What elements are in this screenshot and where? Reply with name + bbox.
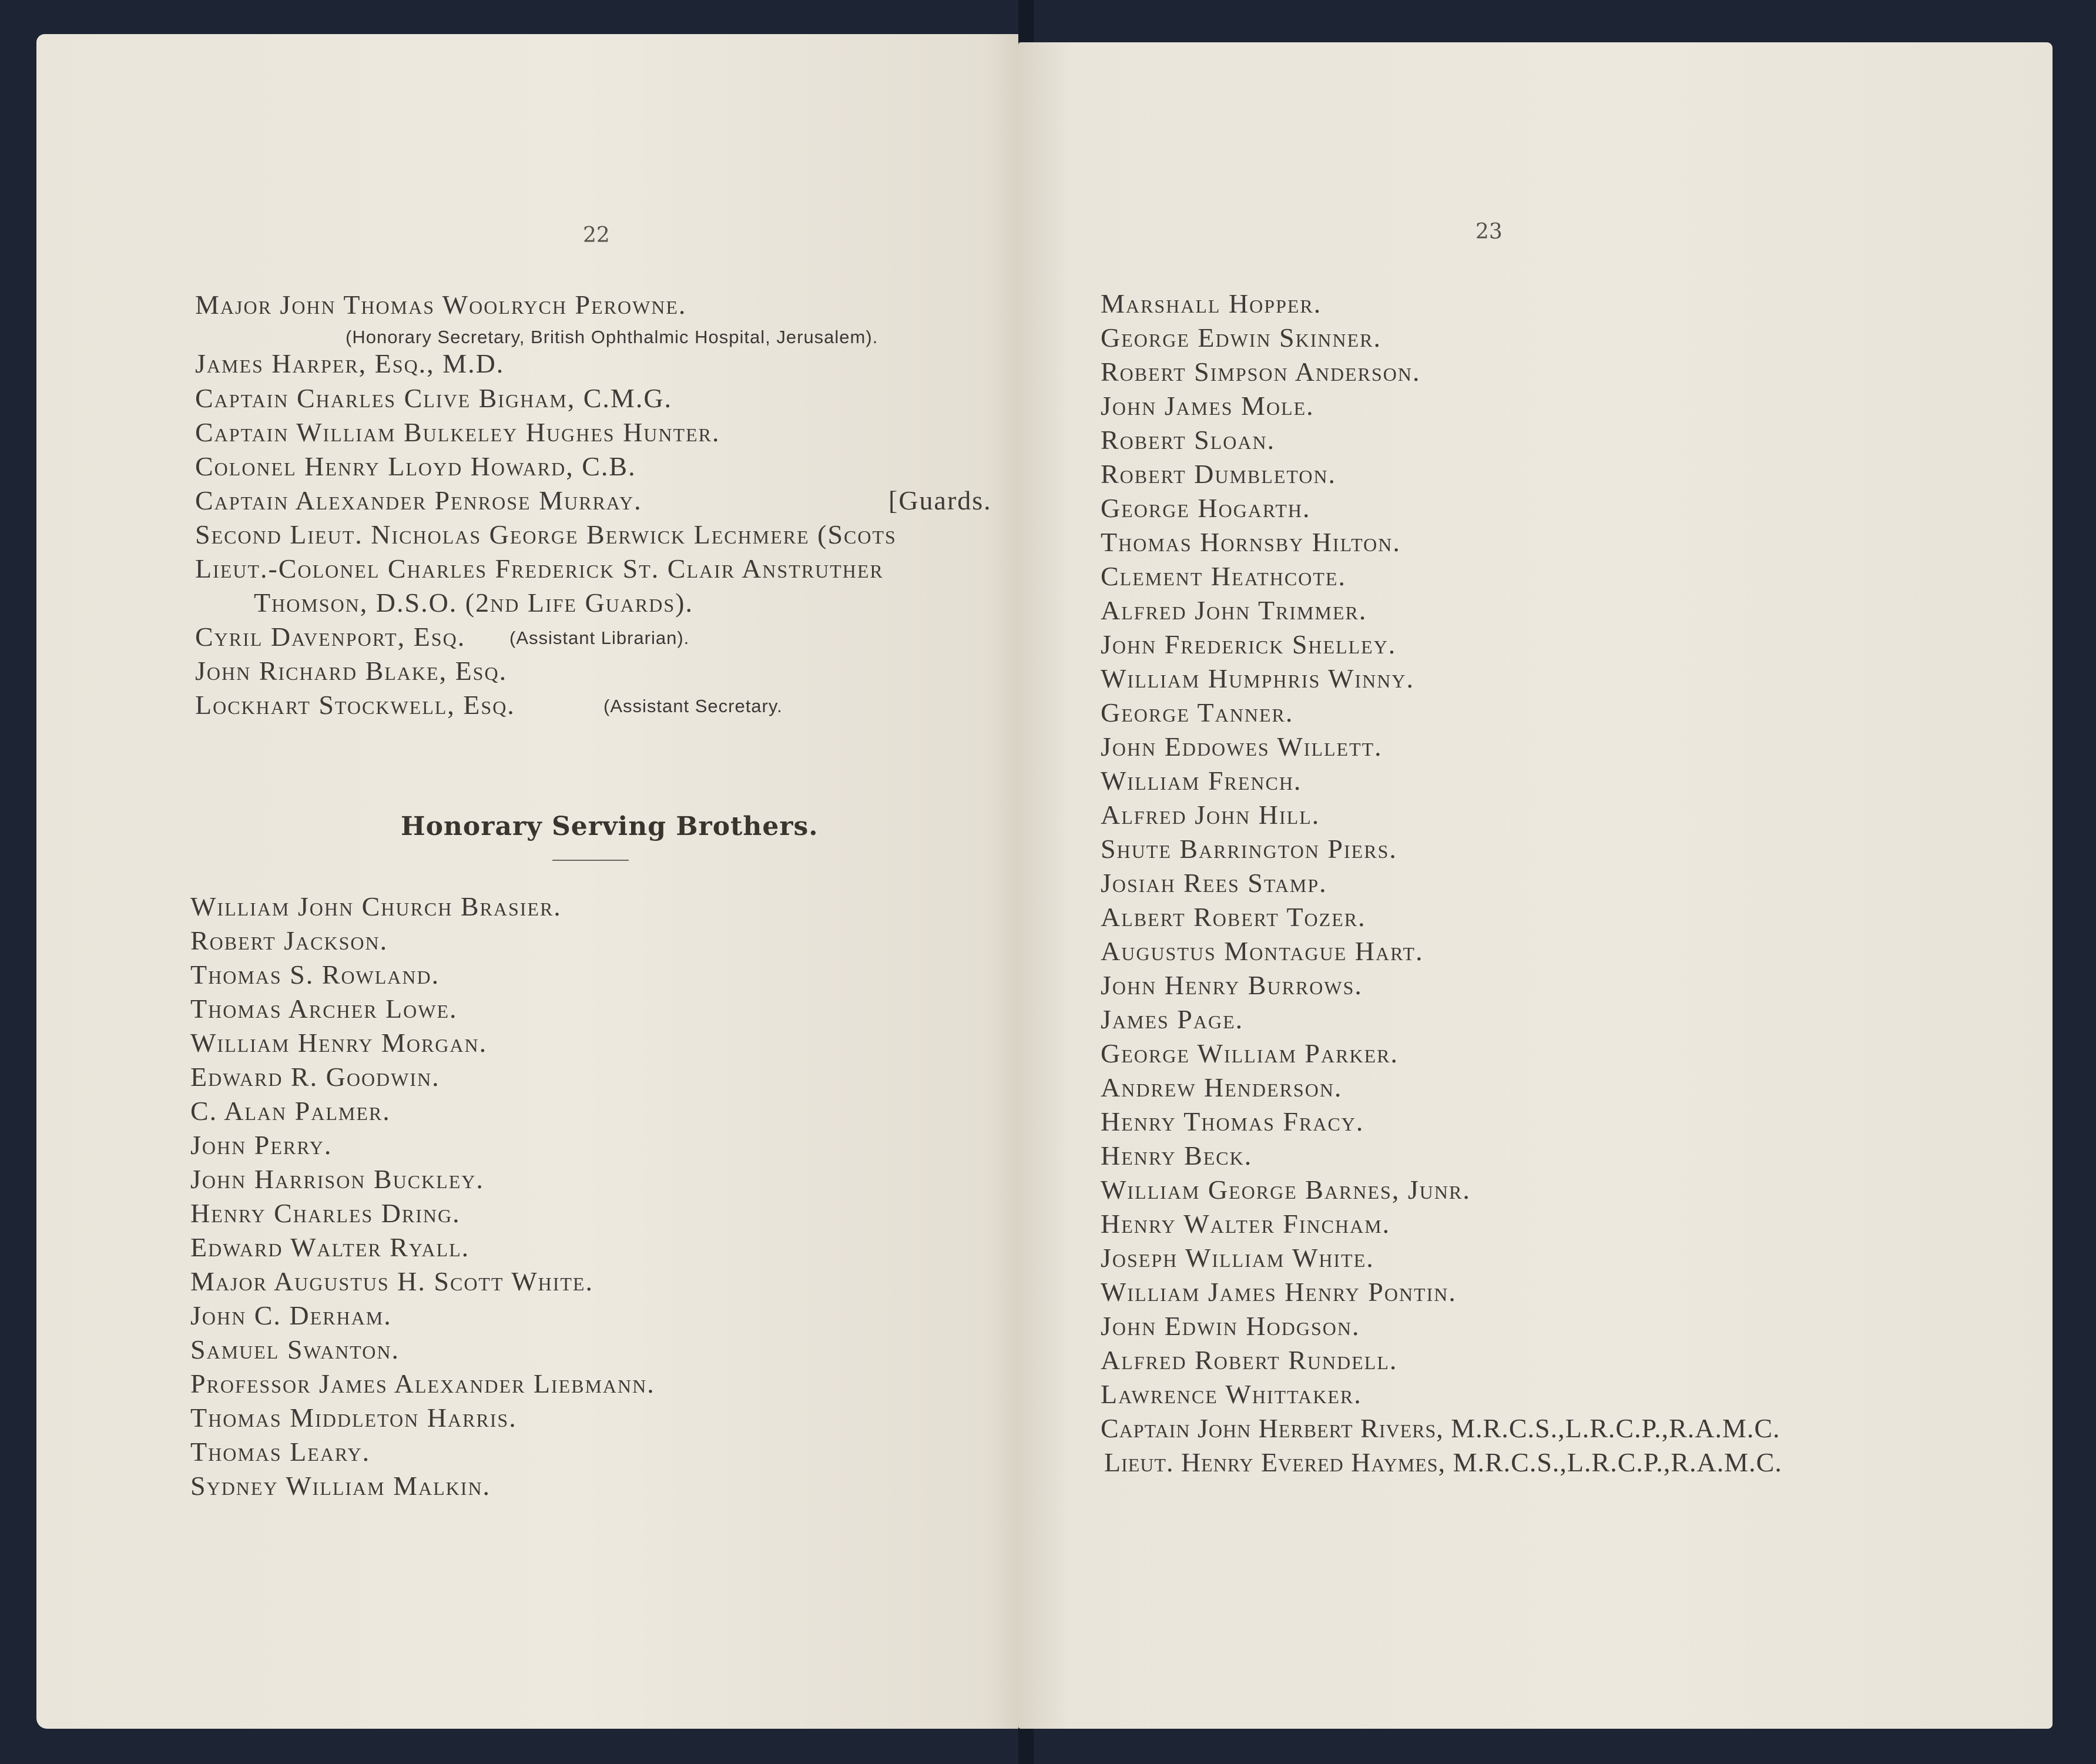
list-item-note: (Assistant Librarian). xyxy=(509,628,690,648)
page-number: 23 xyxy=(1475,220,1503,244)
divider xyxy=(552,860,629,861)
list-item: Cyril Davenport, Esq. xyxy=(195,622,466,652)
list-item-note: (Assistant Secretary. xyxy=(603,696,783,716)
list-item: Marshall Hopper. xyxy=(1101,289,1322,318)
list-item: John Harrison Buckley. xyxy=(190,1164,484,1194)
list-item-note: (Honorary Secretary, British Ophthalmic Hospital, Jerusalem). xyxy=(346,327,878,347)
list-item: Albert Robert Tozer. xyxy=(1101,902,1366,932)
list-item: Clement Heathcote. xyxy=(1101,561,1346,591)
list-item: Major John Thomas Woolrych Perowne. xyxy=(195,290,687,320)
list-item: Andrew Henderson. xyxy=(1101,1072,1343,1102)
list-item: William John Church Brasier. xyxy=(190,891,562,921)
section-heading: Honorary Serving Brothers. xyxy=(401,811,819,841)
list-item: John Henry Burrows. xyxy=(1101,970,1363,1000)
list-item: Robert Simpson Anderson. xyxy=(1101,357,1421,387)
page-number: 22 xyxy=(583,223,610,247)
list-item: Second Lieut. Nicholas George Berwick Lechmere (Scots xyxy=(195,519,897,549)
list-item: Shute Barrington Piers. xyxy=(1101,834,1397,864)
list-item: John Frederick Shelley. xyxy=(1101,629,1397,659)
list-item: Henry Charles Dring. xyxy=(190,1198,461,1228)
list-item: James Page. xyxy=(1101,1004,1244,1034)
list-item: Josiah Rees Stamp. xyxy=(1101,868,1327,898)
left-page xyxy=(36,34,1025,1729)
list-item: Robert Sloan. xyxy=(1101,425,1276,455)
list-item: Lieut. Henry Evered Haymes, M.R.C.S.,L.R.C.P.,R.A.M.C. xyxy=(1104,1447,1782,1477)
list-item: William Humphris Winny. xyxy=(1101,663,1414,693)
list-item: Lawrence Whittaker. xyxy=(1101,1379,1362,1409)
list-item: John Eddowes Willett. xyxy=(1101,732,1383,762)
list-item-note: [Guards. xyxy=(888,485,992,515)
list-item: Thomas Archer Lowe. xyxy=(190,994,458,1024)
list-item: C. Alan Palmer. xyxy=(190,1096,391,1126)
list-item: Captain William Bulkeley Hughes Hunter. xyxy=(195,417,720,447)
list-item: Alfred Robert Rundell. xyxy=(1101,1345,1398,1375)
list-item: Lieut.-Colonel Charles Frederick St. Clair Anstruther xyxy=(195,554,884,583)
list-item: Captain Charles Clive Bigham, C.M.G. xyxy=(195,383,673,413)
list-item: Robert Jackson. xyxy=(190,925,388,955)
list-item: Henry Beck. xyxy=(1101,1141,1253,1171)
list-item: George Tanner. xyxy=(1101,697,1294,727)
list-item: James Harper, Esq., M.D. xyxy=(195,348,505,378)
list-item: Captain John Herbert Rivers, M.R.C.S.,L.R.C.P.,R.A.M.C. xyxy=(1101,1413,1780,1443)
list-item: Henry Thomas Fracy. xyxy=(1101,1106,1364,1136)
list-item: Samuel Swanton. xyxy=(190,1334,400,1364)
list-item: Robert Dumbleton. xyxy=(1101,459,1337,489)
list-item: Sydney William Malkin. xyxy=(190,1471,491,1501)
list-item: Colonel Henry Lloyd Howard, C.B. xyxy=(195,451,636,481)
list-item: Thomas S. Rowland. xyxy=(190,960,440,990)
list-item: George William Parker. xyxy=(1101,1038,1399,1068)
list-item: Joseph William White. xyxy=(1101,1243,1374,1273)
list-item: Major Augustus H. Scott White. xyxy=(190,1266,593,1296)
list-item: Thomas Hornsby Hilton. xyxy=(1101,527,1401,557)
list-item: Professor James Alexander Liebmann. xyxy=(190,1369,655,1399)
list-item: George Hogarth. xyxy=(1101,493,1311,523)
list-item: George Edwin Skinner. xyxy=(1101,323,1382,353)
list-item: Thomas Leary. xyxy=(190,1437,371,1467)
list-item: Thomas Middleton Harris. xyxy=(190,1403,517,1433)
list-item: Captain Alexander Penrose Murray. xyxy=(195,485,642,515)
list-item: John C. Derham. xyxy=(190,1300,392,1330)
list-item: William James Henry Pontin. xyxy=(1101,1277,1457,1307)
list-item: John Edwin Hodgson. xyxy=(1101,1311,1360,1341)
list-item: Henry Walter Fincham. xyxy=(1101,1209,1391,1239)
list-item: Edward R. Goodwin. xyxy=(190,1062,440,1092)
right-page xyxy=(1018,42,2053,1729)
list-item: William French. xyxy=(1101,766,1302,796)
list-item: John James Mole. xyxy=(1101,391,1314,421)
list-item: Augustus Montague Hart. xyxy=(1101,936,1424,966)
list-item: Lockhart Stockwell, Esq. xyxy=(195,690,515,720)
list-item: William Henry Morgan. xyxy=(190,1028,488,1058)
list-item: Alfred John Trimmer. xyxy=(1101,595,1367,625)
list-item: Thomson, D.S.O. (2nd Life Guards). xyxy=(254,588,693,618)
list-item: William George Barnes, Junr. xyxy=(1101,1175,1471,1205)
list-item: Alfred John Hill. xyxy=(1101,800,1320,830)
list-item: John Richard Blake, Esq. xyxy=(195,656,508,686)
list-item: Edward Walter Ryall. xyxy=(190,1232,470,1262)
list-item: John Perry. xyxy=(190,1130,333,1160)
